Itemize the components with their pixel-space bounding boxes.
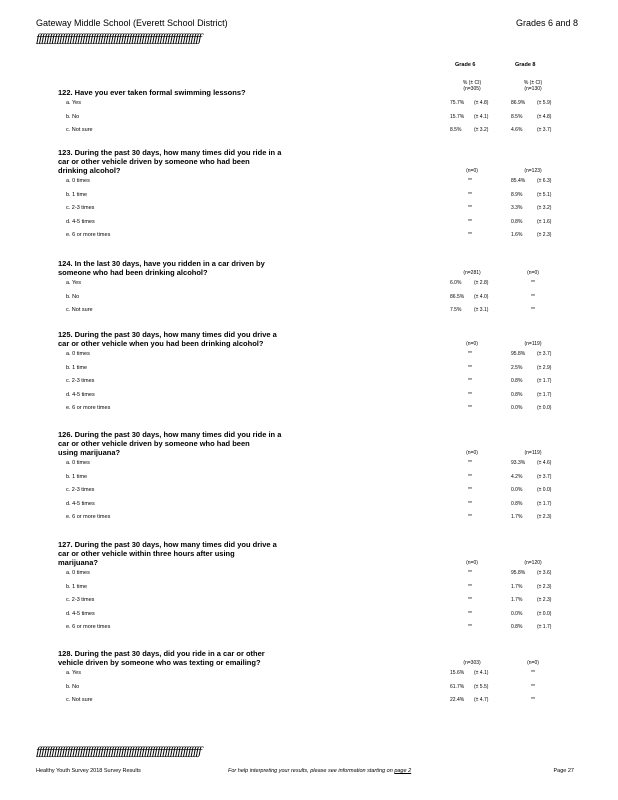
grade6-ci: (± 4.8) [474, 100, 489, 106]
footer-survey-title: Healthy Youth Survey 2018 Survey Results [36, 768, 141, 774]
grade6-percent: 6.0% [450, 280, 462, 286]
grade6-sample-size: (n=0) [466, 341, 478, 347]
answer-label: e. 6 or more times [66, 624, 111, 631]
answer-row [58, 304, 598, 318]
grade8-percent: 2.5% [511, 364, 523, 371]
question-block [58, 540, 598, 635]
answer-row [58, 471, 598, 485]
grade8-percent: 0.0% [511, 405, 523, 412]
grade8-suppressed: ** [531, 697, 535, 704]
grade8-ci: (± 5.1) [537, 191, 552, 198]
answer-row [58, 694, 598, 708]
grade6-suppressed: ** [468, 178, 472, 184]
grade8-ci: (± 3.2) [537, 205, 552, 212]
grade8-percent: 0.8% [511, 218, 523, 225]
answer-label: d. 4-5 times [66, 218, 95, 225]
question-text: 124. In the last 30 days, have you ridden in a car driven by someone who had been drinking alcohol? [58, 259, 265, 277]
question-text: 122. Have you ever taken formal swimming lessons? [58, 88, 246, 97]
grade6-pct-ci-label: % (± CI) [462, 80, 482, 86]
grade8-suppressed: ** [531, 293, 535, 300]
grade6-percent: 15.6% [450, 670, 465, 676]
grade8-sample-size: (n=120) [524, 560, 542, 566]
grade8-ci: (± 0.0) [537, 610, 552, 617]
grade8-ci: (± 2.3) [537, 514, 552, 521]
grade8-sample-size: (n=0) [527, 270, 539, 276]
answer-row [58, 511, 598, 525]
answer-label: c. 2-3 times [66, 487, 95, 494]
answer-label: a. 0 times [66, 460, 90, 466]
question-text: 127. During the past 30 days, how many times did you drive a car or other vehicle within three hours after using marijuana? [58, 540, 277, 567]
grade6-column-header: Grade 6 [455, 62, 476, 68]
grade8-sample-size: (n=119) [524, 450, 542, 456]
grade6-sample-size: (n=0) [466, 168, 478, 174]
bottom-rule: ƒƒƒƒƒƒƒƒƒƒƒƒƒƒƒƒƒƒƒƒƒƒƒƒƒƒƒƒƒƒƒƒƒƒƒƒƒƒƒƒƒƒƒƒƒƒƒƒƒƒƒƒƒƒƒƒƒƒƒƒƒƒƒƒ [36, 745, 201, 758]
grade8-n-label: (n=130) [524, 86, 542, 92]
grade6-n-label: (n=305) [463, 86, 481, 92]
answer-label: c. 2-3 times [66, 378, 95, 385]
grade6-ci: (± 4.7) [474, 697, 489, 704]
question-block [58, 259, 598, 318]
grade8-percent: 1.7% [511, 597, 523, 604]
answer-row [58, 594, 598, 608]
answer-label: d. 4-5 times [66, 391, 95, 398]
answer-label: e. 6 or more times [66, 514, 111, 521]
grade8-percent: 0.8% [511, 391, 523, 398]
grade6-suppressed: ** [468, 205, 472, 212]
answer-label: e. 6 or more times [66, 405, 111, 412]
grade8-ci: (± 0.0) [537, 487, 552, 494]
grade8-suppressed: ** [531, 280, 535, 286]
answer-label: a. 0 times [66, 570, 90, 576]
grade6-percent: 22.4% [450, 697, 465, 704]
answer-row [58, 457, 598, 471]
answer-row [58, 348, 598, 362]
answer-label: d. 4-5 times [66, 610, 95, 617]
grade6-suppressed: ** [468, 500, 472, 507]
answer-row [58, 291, 598, 305]
grade6-ci: (± 4.1) [474, 113, 489, 120]
answer-row [58, 111, 598, 125]
answer-row [58, 375, 598, 389]
answer-row [58, 484, 598, 498]
answer-row [58, 608, 598, 622]
grade6-suppressed: ** [468, 378, 472, 385]
answer-label: b. 1 time [66, 583, 88, 590]
grade6-suppressed: ** [468, 191, 472, 198]
grade6-percent: 15.7% [450, 113, 465, 120]
question-text: 125. During the past 30 days, how many times did you drive a car or other vehicle when you had been drinking alcohol? [58, 330, 277, 348]
answer-label: d. 4-5 times [66, 500, 95, 507]
grade8-ci: (± 2.3) [537, 597, 552, 604]
grades-label: Grades 6 and 8 [515, 18, 578, 28]
grade6-ci: (± 5.5) [474, 683, 489, 690]
grade8-suppressed: ** [531, 670, 535, 676]
grade8-ci: (± 1.7) [537, 500, 552, 507]
grade8-ci: (± 4.8) [537, 113, 552, 120]
grade6-ci: (± 3.2) [474, 127, 489, 134]
answer-row [58, 277, 598, 291]
grade8-column-header: Grade 8 [515, 62, 536, 68]
grade6-suppressed: ** [468, 218, 472, 225]
grade8-percent: 4.2% [511, 473, 523, 480]
question-text: 128. During the past 30 days, did you ride in a car or other vehicle driven by someone who was texting or emailing? [58, 649, 265, 667]
answer-row [58, 175, 598, 189]
grade6-suppressed: ** [468, 351, 472, 357]
question-block [58, 88, 598, 138]
question-block [58, 649, 598, 708]
grade8-ci: (± 3.7) [537, 127, 552, 134]
answer-label: a. Yes [66, 280, 81, 286]
answer-label: c. Not sure [66, 697, 93, 704]
grade6-suppressed: ** [468, 583, 472, 590]
grade6-percent: 75.7% [450, 100, 465, 106]
grade8-percent: 4.6% [511, 127, 523, 134]
answer-row [58, 124, 598, 138]
answer-label: b. No [66, 683, 80, 690]
grade8-percent: 0.0% [511, 610, 523, 617]
grade6-suppressed: ** [468, 364, 472, 371]
grade6-percent: 7.5% [450, 307, 462, 314]
answer-label: c. 2-3 times [66, 597, 95, 604]
answer-label: a. 0 times [66, 351, 90, 357]
grade6-percent: 86.5% [450, 293, 465, 300]
answer-row [58, 202, 598, 216]
answer-row [58, 402, 598, 416]
grade6-ci: (± 4.1) [474, 670, 489, 676]
answer-label: b. 1 time [66, 364, 88, 371]
answer-label: a. Yes [66, 100, 81, 106]
grade8-percent: 95.8% [511, 351, 526, 357]
grade8-ci: (± 1.7) [537, 624, 552, 631]
grade8-percent: 8.9% [511, 191, 523, 198]
grade6-sample-size: (n=0) [466, 560, 478, 566]
grade8-percent: 0.8% [511, 500, 523, 507]
grade8-ci: (± 3.7) [537, 351, 552, 357]
grade8-percent: 0.8% [511, 624, 523, 631]
grade8-ci: (± 3.6) [537, 570, 552, 576]
grade6-ci: (± 3.1) [474, 307, 489, 314]
grade6-suppressed: ** [468, 405, 472, 412]
grade8-ci: (± 2.3) [537, 583, 552, 590]
grade6-sample-size: (n=0) [466, 450, 478, 456]
answer-label: b. 1 time [66, 473, 88, 480]
grade8-ci: (± 3.7) [537, 473, 552, 480]
grade8-suppressed: ** [531, 307, 535, 314]
grade8-ci: (± 4.6) [537, 460, 552, 466]
answer-row [58, 189, 598, 203]
top-rule: ƒƒƒƒƒƒƒƒƒƒƒƒƒƒƒƒƒƒƒƒƒƒƒƒƒƒƒƒƒƒƒƒƒƒƒƒƒƒƒƒƒƒƒƒƒƒƒƒƒƒƒƒƒƒƒƒƒƒƒƒƒƒƒƒ [36, 32, 201, 45]
grade8-ci: (± 1.6) [537, 218, 552, 225]
answer-label: c. 2-3 times [66, 205, 95, 212]
answer-row [58, 498, 598, 512]
answer-row [58, 362, 598, 376]
grade8-ci: (± 5.9) [537, 100, 552, 106]
grade8-percent: 3.3% [511, 205, 523, 212]
question-text: 126. During the past 30 days, how many times did you ride in a car or other vehicle driven by someone who had been using marijuana? [58, 430, 282, 457]
grade8-pct-ci-label: % (± CI) [523, 80, 543, 86]
grade8-ci: (± 2.3) [537, 232, 552, 239]
school-name: Gateway Middle School (Everett School District) [36, 18, 228, 28]
answer-label: b. 1 time [66, 191, 88, 198]
grade6-suppressed: ** [468, 610, 472, 617]
answer-row [58, 681, 598, 695]
answer-row [58, 621, 598, 635]
grade8-percent: 95.8% [511, 570, 526, 576]
grade8-percent: 0.8% [511, 378, 523, 385]
grade8-sample-size: (n=0) [527, 660, 539, 666]
grade6-suppressed: ** [468, 473, 472, 480]
grade6-suppressed: ** [468, 514, 472, 521]
answer-row [58, 216, 598, 230]
answer-label: b. No [66, 113, 80, 120]
answer-row [58, 389, 598, 403]
grade8-ci: (± 2.9) [537, 364, 552, 371]
grade8-sample-size: (n=123) [524, 168, 542, 174]
grade8-ci: (± 0.0) [537, 405, 552, 412]
grade8-percent: 0.0% [511, 487, 523, 494]
answer-row [58, 97, 598, 111]
grade8-ci: (± 6.3) [537, 178, 552, 184]
answer-label: a. 0 times [66, 178, 90, 184]
grade8-percent: 93.3% [511, 460, 526, 466]
grade6-percent: 61.7% [450, 683, 465, 690]
footer-page-link[interactable]: page 2 [394, 768, 412, 774]
grade6-suppressed: ** [468, 570, 472, 576]
grade8-percent: 85.4% [511, 178, 526, 184]
answer-label: c. Not sure [66, 307, 93, 314]
footer-help-text [228, 768, 411, 774]
grade6-suppressed: ** [468, 597, 472, 604]
grade6-percent: 8.5% [450, 127, 462, 134]
grade8-percent: 8.5% [511, 113, 523, 120]
grade6-sample-size: (n=303) [463, 660, 481, 666]
grade8-suppressed: ** [531, 683, 535, 690]
answer-row [58, 567, 598, 581]
answer-row [58, 667, 598, 681]
answer-row [58, 581, 598, 595]
question-block [58, 330, 598, 416]
question-block [58, 430, 598, 525]
grade8-percent: 86.9% [511, 100, 526, 106]
answer-label: c. Not sure [66, 127, 93, 134]
answer-label: e. 6 or more times [66, 232, 111, 239]
page-number: Page 27 [553, 768, 574, 774]
grade6-suppressed: ** [468, 624, 472, 631]
grade6-suppressed: ** [468, 391, 472, 398]
grade6-ci: (± 4.0) [474, 293, 489, 300]
grade6-ci: (± 2.8) [474, 280, 489, 286]
grade6-suppressed: ** [468, 232, 472, 239]
footer-help-prefix: For help interpreting your results, please see information starting on [228, 768, 393, 774]
answer-label: b. No [66, 293, 80, 300]
grade8-sample-size: (n=119) [524, 341, 542, 347]
grade8-ci: (± 1.7) [537, 378, 552, 385]
grade6-suppressed: ** [468, 487, 472, 494]
question-text: 123. During the past 30 days, how many times did you ride in a car or other vehicle driven by someone who had been drinking alcohol? [58, 148, 282, 175]
grade8-percent: 1.7% [511, 514, 523, 521]
grade8-percent: 1.7% [511, 583, 523, 590]
answer-label: a. Yes [66, 670, 81, 676]
grade6-suppressed: ** [468, 460, 472, 466]
question-block [58, 148, 598, 243]
grade8-ci: (± 1.7) [537, 391, 552, 398]
grade8-percent: 1.6% [511, 232, 523, 239]
grade6-sample-size: (n=281) [463, 270, 481, 276]
answer-row [58, 229, 598, 243]
